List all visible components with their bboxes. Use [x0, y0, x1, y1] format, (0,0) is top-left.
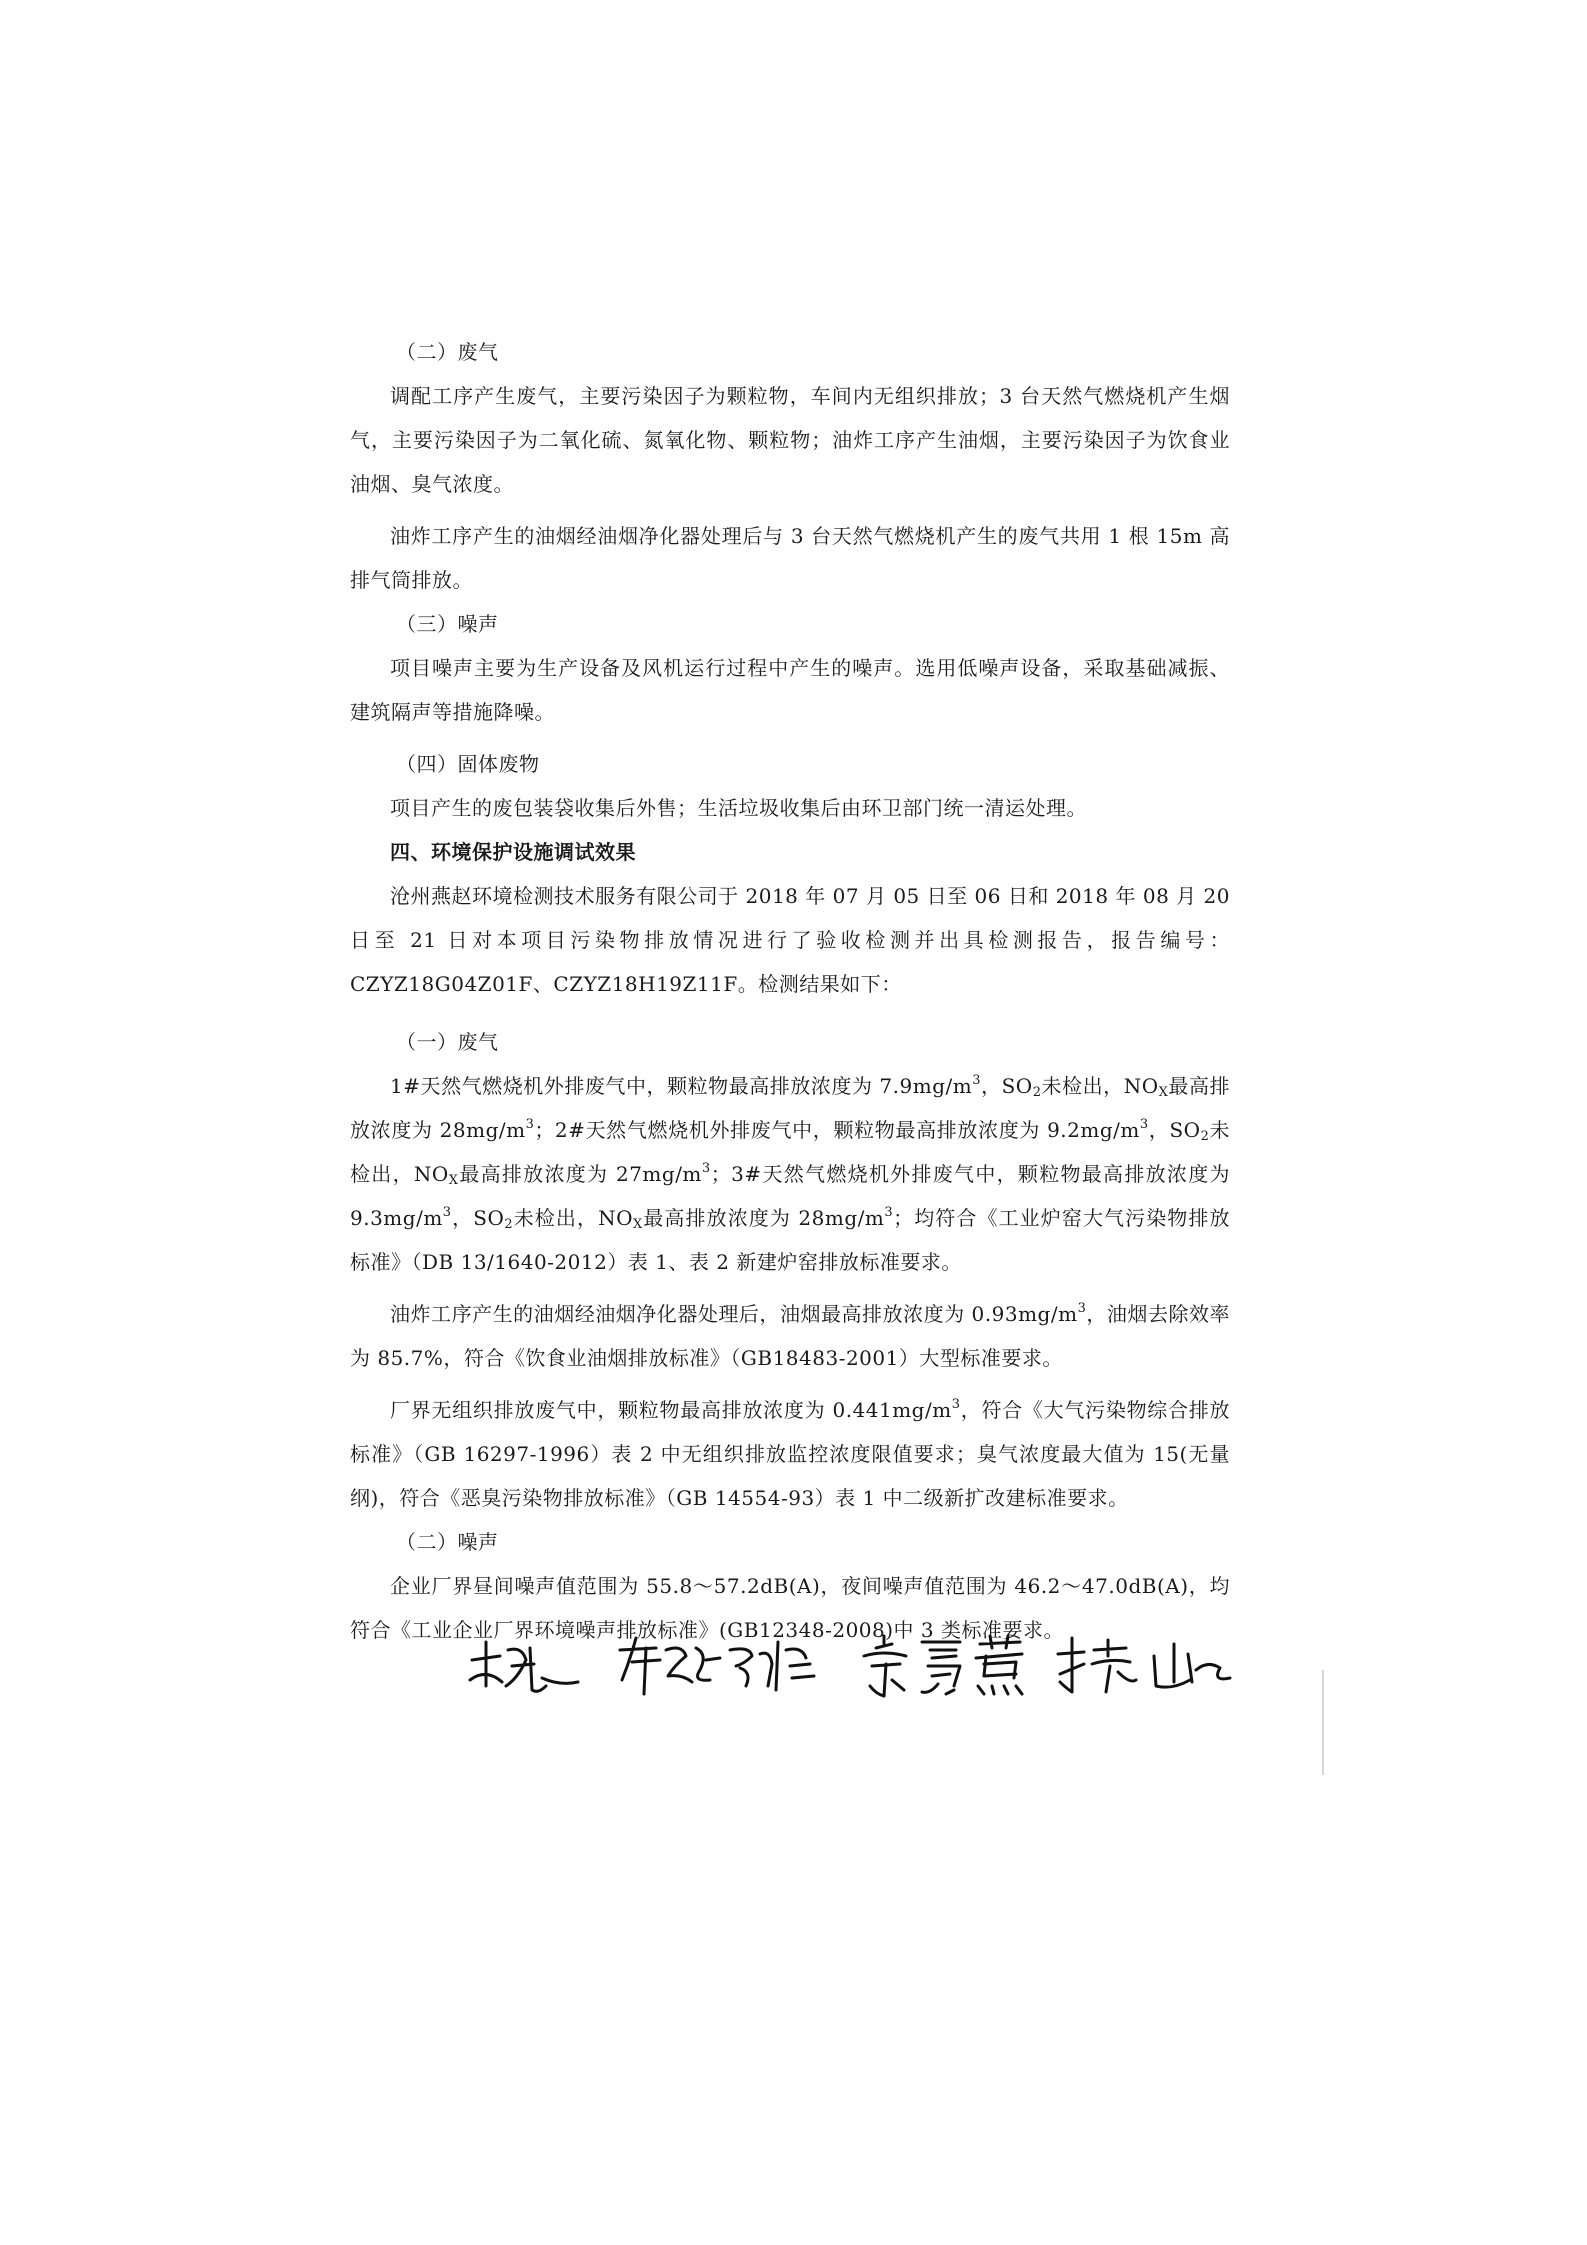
section-4-heading: 四、环境保护设施调试效果 — [390, 840, 636, 864]
waste-gas-paragraph-2: 油炸工序产生的油烟经油烟净化器处理后与 3 台天然气燃烧机产生的废气共用 1 根 15m 高排气筒排放。 — [350, 524, 1230, 592]
signature-area — [460, 1620, 1260, 1710]
signature-1 — [470, 1642, 578, 1691]
results-waste-gas-heading: （一）废气 — [396, 1030, 499, 1054]
solid-waste-paragraph: 项目产生的废包装袋收集后外售；生活垃圾收集后由环卫部门统一清运处理。 — [390, 796, 1087, 820]
noise-paragraph: 项目噪声主要为生产设备及风机运行过程中产生的噪声。选用低噪声设备，采取基础减振、建筑隔声等措施降噪。 — [350, 656, 1230, 724]
waste-gas-paragraph-1: 调配工序产生废气，主要污染因子为颗粒物，车间内无组织排放；3 台天然气燃烧机产生烟气，主要污染因子为二氧化硫、氮氧化物、颗粒物；油炸工序产生油烟，主要污染因子为饮食业油烟、臭气浓度。 — [350, 384, 1230, 496]
signature-3 — [864, 1636, 1022, 1696]
results-noise-heading: （二）噪声 — [396, 1530, 499, 1554]
results-waste-gas-paragraph-3: 厂界无组织排放废气中，颗粒物最高排放浓度为 $0.441mg/m^3$，符合《大气污染物综合排放标准》（GB 16297-1996）表 2 中无组织排放监控浓度限值要求；臭气浓度最大值为 15(无量纲)，符合《恶臭污染物排放标准》（GB 14554-93）表 1 中二级新扩改建标准要求。 — [350, 1397, 1231, 1510]
scan-edge-mark — [1322, 1670, 1324, 1775]
waste-gas-heading: （二）废气 — [396, 340, 499, 364]
results-waste-gas-paragraph-2: 油炸工序产生的油烟经油烟净化器处理后，油烟最高排放浓度为 $0.93mg/m^3$，油烟去除效率为 85.7%，符合《饮食业油烟排放标准》（GB18483-2001）大型标准要求。 — [350, 1301, 1231, 1370]
noise-heading: （三）噪声 — [396, 612, 499, 636]
results-noise-paragraph: 企业厂界昼间噪声值范围为 55.8～57.2dB(A)，夜间噪声值范围为 46.2～47.0dB(A)，均符合《工业企业厂界环境噪声排放标准》(GB12348-2008)中 3 类标准要求。 — [350, 1574, 1230, 1642]
section-4-paragraph: 沧州燕赵环境检测技术服务有限公司于 2018 年 07 月 05 日至 06 日和 2018 年 08 月 20 日至 21 日对本项目污染物排放情况进行了验收检测并出具检测报告，报告编号：CZYZ18G04Z01F、CZYZ18H19Z11F。检测结果如下： — [350, 884, 1230, 996]
document-body — [350, 330, 1230, 1652]
solid-waste-heading: （四）固体废物 — [396, 752, 540, 776]
results-waste-gas-paragraph-1: 1#天然气燃烧机外排废气中，颗粒物最高排放浓度为 $7.9mg/m^3$，$SO_2$未检出，$NO_X$最高排放浓度为 $28mg/m^3$；2#天然气燃烧机外排废气中，颗粒物最高排放浓度为 $9.2mg/m^3$，$SO_2$未检出，$NO_X$最高排放浓度为 $27mg/m^3$；3#天然气燃烧机外排废气中，颗粒物最高排放浓度为 $9.3mg/m^3$，$SO_2$未检出，$NO_X$最高排放浓度为 $28mg/m^3$；均符合《工业炉窑大气污染物排放标准》（DB 13/1640-2012）表 1、表 2 新建炉窑排放标准要求。 — [350, 1073, 1231, 1274]
signature-2 — [620, 1638, 814, 1694]
signature-4 — [1058, 1638, 1230, 1692]
